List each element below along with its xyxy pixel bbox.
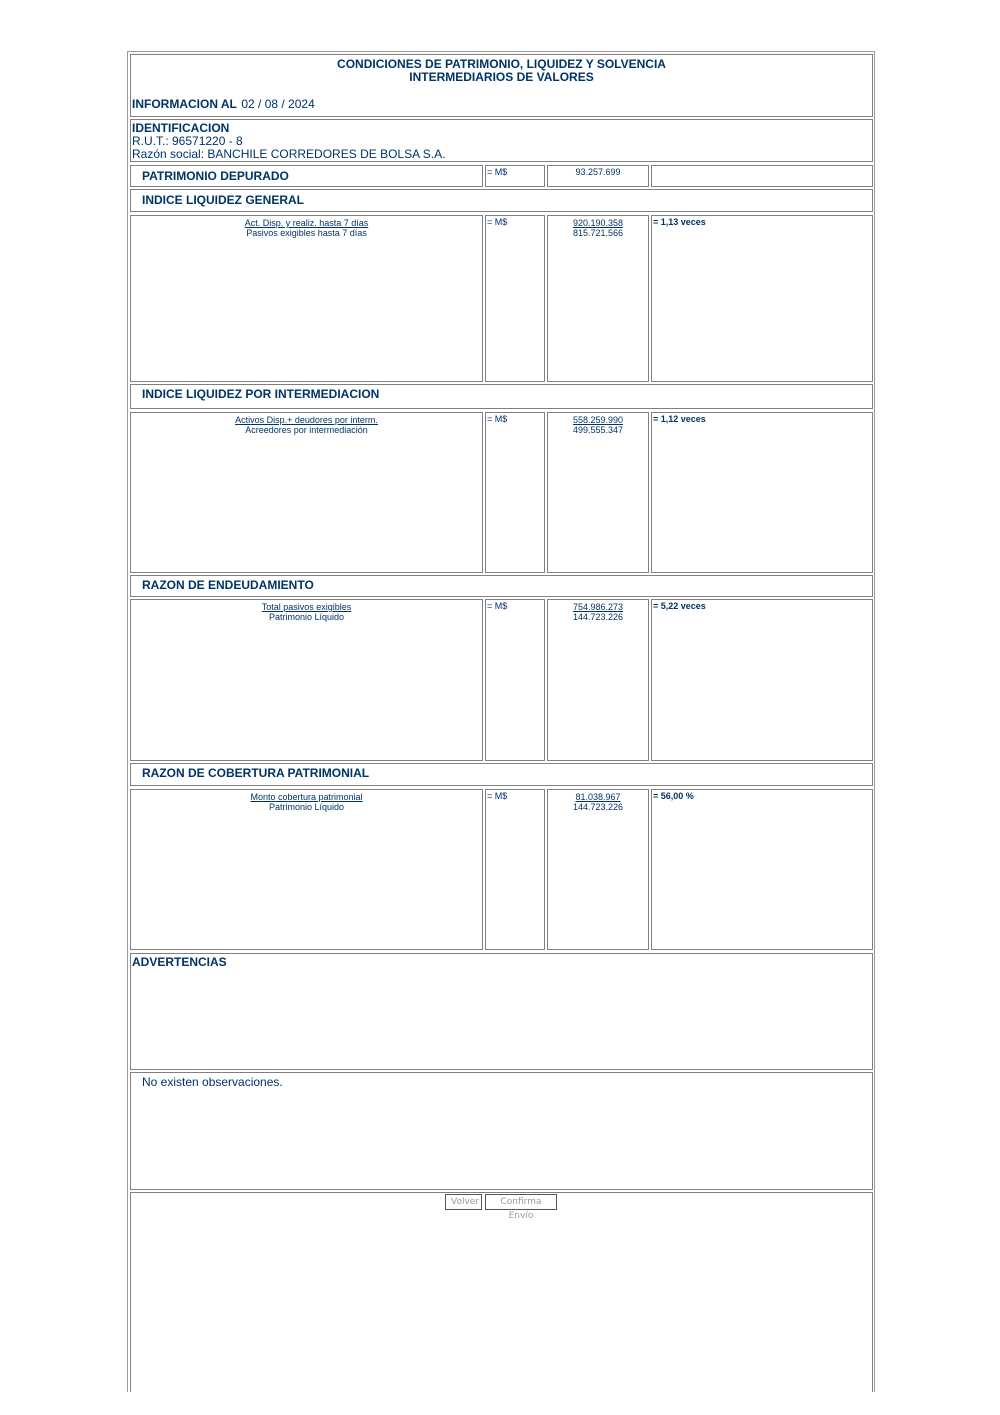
info-date: 02 / 08 / 2024 — [241, 97, 315, 111]
info-date-row — [132, 95, 315, 113]
patrimonio-depurado-empty-cell — [651, 165, 873, 187]
info-label: INFORMACION AL — [132, 97, 237, 111]
numerator-label: Monto cobertura patrimonial — [250, 792, 363, 802]
numerator-label: Act. Disp. y realiz. hasta 7 días — [244, 218, 369, 228]
result-value: = 1,12 veces — [653, 414, 706, 424]
denominator-value: 144.723.226 — [572, 612, 624, 622]
unit-cell — [485, 599, 545, 761]
observaciones-text: No existen observaciones. — [142, 1075, 283, 1089]
result-cell — [651, 599, 873, 761]
patrimonio-depurado-value-cell — [547, 165, 649, 187]
patrimonio-depurado-label: PATRIMONIO DEPURADO — [142, 169, 289, 183]
denominator-value: 144.723.226 — [572, 802, 624, 812]
observaciones-block — [130, 1072, 873, 1190]
advertencias-block — [130, 953, 873, 1070]
denominator-value: 815.721.566 — [572, 228, 624, 238]
numerator-value: 920.190.358 — [572, 218, 624, 228]
numerator-value: 558.259.990 — [572, 415, 624, 425]
unit-cell — [485, 789, 545, 950]
result-value: = 1,13 veces — [653, 217, 706, 227]
section-header-liquidez-general: INDICE LIQUIDEZ GENERAL — [142, 193, 305, 207]
actions-block — [130, 1192, 873, 1392]
patrimonio-depurado-value: 93.257.699 — [575, 167, 621, 177]
result-cell — [651, 215, 873, 382]
section-header-liquidez-intermediacion: INDICE LIQUIDEZ POR INTERMEDIACION — [142, 387, 380, 401]
section-header-endeudamiento: RAZON DE ENDEUDAMIENTO — [142, 578, 314, 592]
patrimonio-depurado-unit: = M$ — [487, 167, 508, 177]
numerator-label: Activos Disp.+ deudores por interm. — [235, 415, 378, 425]
denominator-label: Patrimonio Líquido — [268, 612, 345, 622]
advertencias-label: ADVERTENCIAS — [132, 955, 227, 969]
formula-labels-cell — [130, 789, 483, 950]
report-title: CONDICIONES DE PATRIMONIO, LIQUIDEZ Y SOLVENCIA — [337, 57, 666, 71]
unit-label: = M$ — [487, 414, 508, 424]
values-cell — [547, 599, 649, 761]
confirma-envio-button[interactable]: Confirma Envío — [485, 1194, 557, 1210]
denominator-label: Pasivos exigibles hasta 7 días — [246, 228, 367, 238]
volver-button[interactable]: Volver — [445, 1194, 482, 1210]
formula-labels-cell — [130, 412, 483, 573]
report-header — [130, 54, 873, 117]
formula-labels-cell — [130, 215, 483, 382]
report-subtitle: INTERMEDIARIOS DE VALORES — [409, 70, 594, 84]
denominator-value: 499.555.347 — [572, 425, 624, 435]
result-cell — [651, 789, 873, 950]
identificacion-label: IDENTIFICACION — [132, 121, 230, 135]
identificacion-block — [130, 119, 873, 162]
formula-labels-cell — [130, 599, 483, 761]
unit-label: = M$ — [487, 601, 508, 611]
unit-cell — [485, 215, 545, 382]
result-cell — [651, 412, 873, 573]
result-value: = 56,00 % — [653, 791, 694, 801]
numerator-value: 81.038.967 — [575, 792, 621, 802]
values-cell — [547, 215, 649, 382]
denominator-label: Patrimonio Líquido — [268, 802, 345, 812]
patrimonio-depurado-unit-cell — [485, 165, 545, 187]
section-header-cobertura-patrimonial: RAZON DE COBERTURA PATRIMONIAL — [142, 766, 370, 780]
section-header-cell — [130, 575, 873, 597]
values-cell — [547, 412, 649, 573]
patrimonio-depurado-label-cell — [130, 165, 483, 187]
section-header-cell — [130, 189, 873, 212]
unit-cell — [485, 412, 545, 573]
razon-social: Razón social: BANCHILE CORREDORES DE BOLSA S.A. — [132, 147, 446, 161]
denominator-label: Acreedores por intermediación — [245, 425, 368, 435]
numerator-label: Total pasivos exigibles — [261, 602, 352, 612]
values-cell — [547, 789, 649, 950]
section-header-cell — [130, 763, 873, 786]
section-header-cell — [130, 384, 873, 409]
rut: R.U.T.: 96571220 - 8 — [132, 134, 243, 148]
numerator-value: 754.986.273 — [572, 602, 624, 612]
unit-label: = M$ — [487, 217, 508, 227]
unit-label: = M$ — [487, 791, 508, 801]
result-value: = 5,22 veces — [653, 601, 706, 611]
